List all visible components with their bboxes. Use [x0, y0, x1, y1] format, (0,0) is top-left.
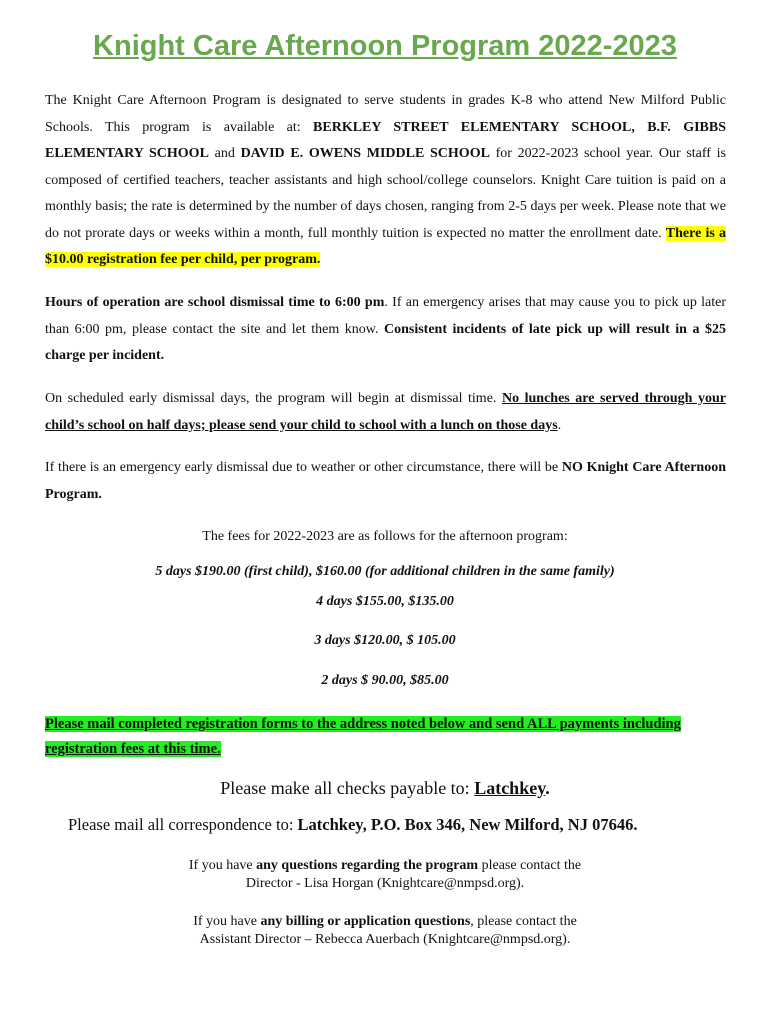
fee-row-3-days: 3 days $120.00, $ 105.00: [314, 633, 456, 648]
intro-and: and: [208, 146, 241, 161]
early-text-1: On scheduled early dismissal days, the program will begin at dismissal time.: [45, 391, 502, 406]
intro-text-1: The Knight Care Afternoon Program is designated to serve students in grades K-8 who attend New Milford Public Schools. This program is available at:: [45, 93, 726, 135]
contact-program: [0, 857, 770, 893]
checks-payee: Latchkey: [474, 778, 546, 798]
checks-prefix: Please make all checks payable to:: [220, 778, 475, 798]
contact2-text-2: , please contact the: [470, 914, 577, 929]
contact-billing: [0, 913, 770, 949]
fee-row-5-days: 5 days $190.00 (first child), $160.00 (for additional children in the same family): [155, 564, 615, 579]
correspondence-line: [68, 812, 748, 839]
checks-line: [0, 778, 770, 799]
intro-schools-b: DAVID E. OWENS MIDDLE SCHOOL: [240, 146, 490, 161]
mail-notice-paragraph: [45, 712, 726, 762]
hours-paragraph: [45, 290, 726, 370]
emergency-text: If there is an emergency early dismissal due to weather or other circumstance, there will be: [45, 460, 562, 475]
correspondence-prefix: Please mail all correspondence to:: [68, 815, 298, 834]
contact1-text-2: please contact the: [478, 858, 582, 873]
fees-intro: The fees for 2022-2023 are as follows for the afternoon program:: [202, 529, 568, 544]
contact1-text-1: If you have: [188, 858, 257, 873]
registration-fee-note: There is a $10.00 registration fee per child, per program.: [45, 225, 726, 267]
no-program-note: NO Knight Care Afternoon Program.: [45, 460, 726, 502]
page-title: Knight Care Afternoon Program 2022-2023: [93, 30, 677, 62]
checks-suffix: .: [545, 778, 550, 798]
emergency-paragraph: [45, 455, 726, 508]
contact2-bold: any billing or application questions: [260, 914, 471, 929]
intro-text-2: for 2022-2023 school year. Our staff is composed of certified teachers, teacher assistants and high school/college counselors. Knight Care tuition is paid on a monthly basis; the rate is determined by the number of days chosen, ranging from 2-5 days per week. Please note that we do not prorate days or weeks within a month, full monthly tuition is expected no matter the enrollment date.: [45, 146, 726, 241]
fee-row-2-days: 2 days $ 90.00, $85.00: [321, 673, 449, 688]
fee-row-4-days: 4 days $155.00, $135.00: [316, 594, 454, 609]
mail-notice: Please mail completed registration forms to the address noted below and send ALL payments including registration fees at this time.: [45, 716, 681, 757]
late-pickup-charge: Consistent incidents of late pick up will result in a $25 charge per incident.: [45, 321, 726, 363]
assistant-director-contact: Assistant Director – Rebecca Auerbach (Knightcare@nmpsd.org).: [199, 932, 571, 947]
contact1-bold: any questions regarding the program: [256, 858, 479, 873]
director-contact: Director - Lisa Horgan (Knightcare@nmpsd.org).: [245, 876, 525, 891]
intro-paragraph: [45, 88, 726, 274]
no-lunch-note: No lunches are served through your child’s school on half days; please send your child to school with a lunch on those days: [45, 391, 726, 433]
hours-bold-1: Hours of operation are school dismissal time to 6:00 pm: [45, 295, 385, 310]
correspondence-address: Latchkey, P.O. Box 346, New Milford, NJ 07646.: [297, 815, 638, 834]
intro-schools-a: BERKLEY STREET ELEMENTARY SCHOOL, B.F. GIBBS ELEMENTARY SCHOOL: [45, 119, 726, 161]
contact2-text-1: If you have: [193, 914, 261, 929]
early-dismissal-paragraph: [45, 386, 726, 439]
early-text-2: .: [557, 417, 562, 433]
hours-text: . If an emergency arises that may cause you to pick up later than 6:00 pm, please contact the site and let them know.: [45, 295, 726, 337]
